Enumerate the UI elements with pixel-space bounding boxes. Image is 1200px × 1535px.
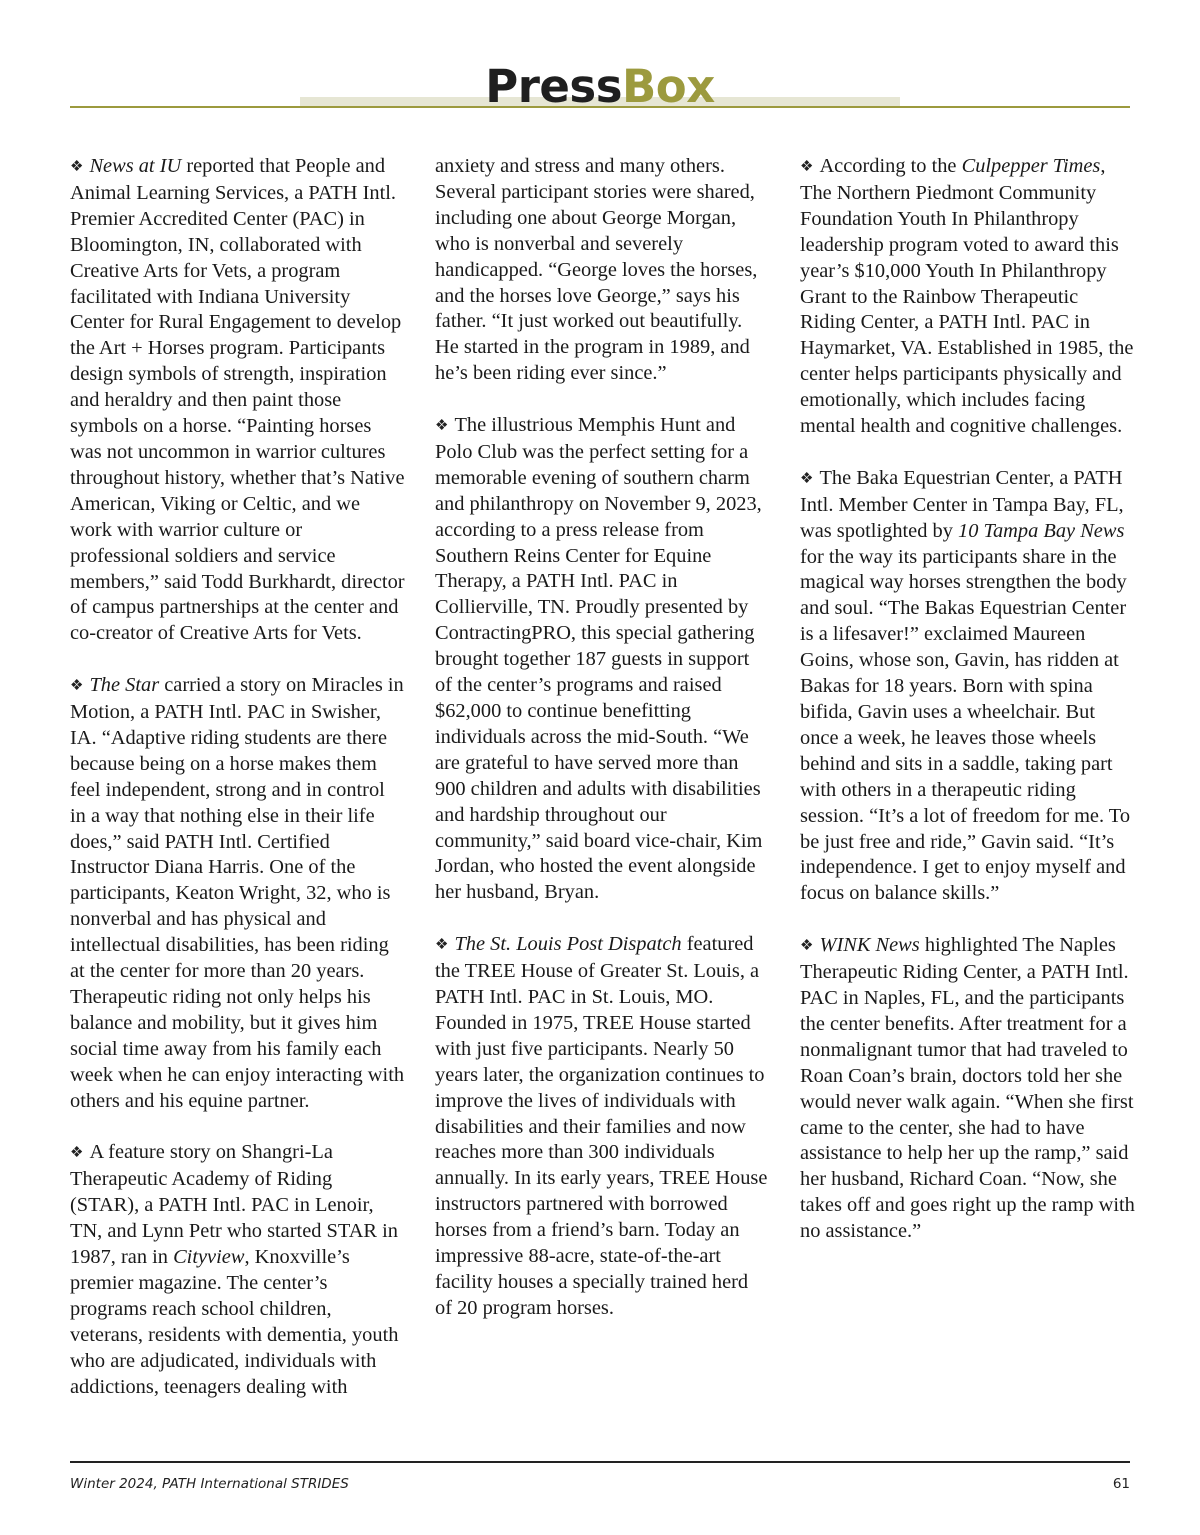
article-cityview [70,1140,405,1400]
article-culpepper-times [800,154,1135,440]
article-text: featured the TREE House of Greater St. Louis, a PATH Intl. PAC in St. Louis, MO. Founded in 1975, TREE House started with just five participants. Nearly 50 years later, the organization continues to improve the lives of individuals with disabilities and their families and now reaches more than 300 individuals annually. In its early years, TREE House instructors partnered with borrowed horses from a friend’s barn. Today an impressive 88-acre, state-of-the-art facility houses a specially trained herd of 20 program horses. [435,933,768,1319]
column-2 [435,154,770,413]
section-title-box: Box [622,60,715,113]
bullet-icon: ❖ [435,937,449,954]
article-text: , The Northern Piedmont Community Foundation Youth In Philanthropy leadership program voted to award this year’s $10,000 Youth In Philanthropy Grant to the Rainbow Therapeutic Riding Center, a PATH Intl. PAC in Haymarket, VA. Established in 1985, the center helps participants physically and emotionally, which includes facing mental health and cognitive challenges. [800,155,1134,438]
article-source: 10 Tampa Bay News [958,519,1125,542]
section-title [70,62,1130,112]
article-text: highlighted The Naples Therapeutic Riding Center, a PATH Intl. PAC in Naples, FL, and the participants the center benefits. After treatment for a nonmalignant tumor that had traveled to Roan Coan’s brain, doctors told her she would never walk again. “When she first came to the center, she had to have assistance to help her up the ramp,” said her husband, Richard Coan. “Now, she takes off and goes right up the ramp with no assistance.” [800,934,1135,1243]
article-wink-news [800,933,1135,1245]
page-number: 61 [1112,1476,1130,1492]
article-the-star [70,673,405,1114]
article-news-at-iu [70,154,405,647]
footer-issue: Winter 2024, PATH International STRIDES [70,1476,349,1492]
article-text: , Knoxville’s premier magazine. The center’s programs reach school children, veterans, residents with dementia, youth who are adjudicated, individuals with addictions, teenagers dealing with [70,1246,399,1398]
column-1 [70,154,405,1426]
footer-rule [70,1461,1130,1463]
bullet-icon: ❖ [70,159,84,175]
bullet-icon: ❖ [70,1145,84,1162]
article-baka-equestrian [800,466,1135,907]
article-source: The Star [89,674,160,697]
article-text: The Baka Equestrian Center, a PATH Intl. Member Center in Tampa Bay, FL, was spotlighted by [800,466,1124,542]
article-text: carried a story on Miracles in Motion, a PATH Intl. PAC in Swisher, IA. “Adaptive riding students are there because being on a horse makes them feel independent, strong and in control in a way that nothing else in their life does,” said PATH Intl. Certified Instructor Diana Harris. One of the participants, Keaton Wright, 32, who is nonverbal and has physical and intellectual disabilities, has been riding at the center for more than 20 years. Therapeutic riding not only helps his balance and mobility, but it gives him social time away from his family each week when he can enjoy interacting with others and his equine partner. [70,674,405,1112]
article-text: anxiety and stress and many others. Several participant stories were shared, including one about George Morgan, who is nonverbal and severely handicapped. “George loves the horses, and the horses love George,” says his father. “It just worked out beautifully. He started in the program in 1989, and he’s been riding ever since.” [435,155,758,385]
article-source: The St. Louis Post Dispatch [454,933,682,956]
article-text: According to the [819,155,962,177]
bullet-icon: ❖ [800,938,814,955]
bullet-icon: ❖ [435,418,449,435]
article-text: The illustrious Memphis Hunt and Polo Club was the perfect setting for a memorable evening of southern charm and philanthropy on November 9, 2023, according to a press release from Southern Reins Center for Equine Therapy, a PATH Intl. PAC in Collierville, TN. Proudly presented by ContractingPRO, this special gathering brought together 187 guests in support of the center’s programs and raised $62,000 to continue benefitting individuals across the mid-South. “We are grateful to have served more than 900 children and adults with disabilities and hardship throughout our community,” said board vice-chair, Kim Jordan, who hosted the event alongside her husband, Bryan. [435,414,763,904]
bullet-icon: ❖ [800,470,814,487]
column-2-content [435,413,770,1348]
article-text: for the way its participants share in the magical way horses strengthen the body and soul. “The Bakas Equestrian Center is a lifesaver!” exclaimed Maureen Goins, whose son, Gavin, has ridden at Bakas for 18 years. Born with spina bifida, Gavin uses a wheelchair. But once a week, he leaves those wheels behind and sits in a saddle, taking part with others in a therapeutic riding session. “It’s a lot of freedom for me. To be just free and ride,” Gavin said. “It’s independence. I get to enjoy myself and focus on balance skills.” [800,545,1131,905]
article-source: News at IU [89,155,182,177]
page-header [70,60,1130,120]
column-3 [800,154,1135,1271]
section-title-press: Press [485,60,622,113]
article-text: reported that People and Animal Learning Services, a PATH Intl. Premier Accredited Center (PAC) in Bloomington, IN, collaborated with Creative Arts for Vets, a program facilitated with Indiana University Center for Rural Engagement to develop the Art + Horses program. Participants design symbols of strength, inspiration and heraldry and then paint those symbols on a horse. “Painting horses was not uncommon in warrior cultures throughout history, whether that’s Native American, Viking or Celtic, and we work with warrior culture or professional soldiers and service members,” said Todd Burkhardt, director of campus partnerships at the center and co-creator of Creative Arts for Vets. [70,155,405,645]
article-memphis-hunt [435,413,770,906]
article-source: WINK News [819,934,920,957]
article-cityview-continued [435,154,770,387]
article-st-louis-post-dispatch [435,932,770,1322]
bullet-icon: ❖ [800,159,814,175]
bullet-icon: ❖ [70,678,84,695]
article-text: A feature story on Shangri-La Therapeutic Academy of Riding (STAR), a PATH Intl. PAC in Lenoir, TN, and Lynn Petr who started STAR in 1987, ran in [70,1141,398,1269]
article-source: Culpepper Times [961,155,1101,177]
article-source: Cityview [173,1246,245,1269]
